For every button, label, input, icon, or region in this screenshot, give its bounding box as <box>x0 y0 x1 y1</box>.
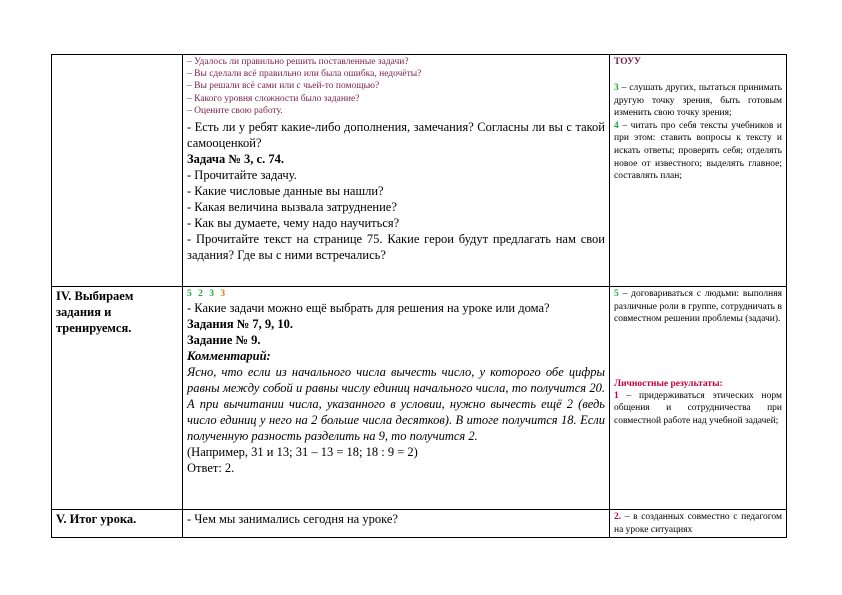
result-text: – читать про себя тексты учебников и при этом: ставить вопросы к тексту и искать ответы; проверять себя; отделять новое от известного; выделять главное; составлять план; <box>614 120 782 182</box>
results-cell <box>610 510 787 538</box>
stage-label: IV. Выбираем задания и тренируемся. <box>56 289 134 335</box>
content-line: - Какие задачи можно ещё выбрать для решения на уроке или дома? <box>187 301 550 315</box>
results-cell <box>610 287 787 510</box>
result-number: 5 <box>614 289 619 299</box>
result-number: 4 <box>614 120 619 131</box>
reflection-question: – Вы решали всё сами или с чьей-то помощью? <box>187 81 380 92</box>
comment-text: Ясно, что если из начального числа вычесть число, у которого обе цифры равны между собой и равны числу единиц начального числа, то получится 20. А при вычитании числа, указанного в условии, нужно вычесть ещё 2 (ведь число единиц у него на 2 больше числа десятков). В итоге получится 18. Если полученную разность разделить на 9, то получится 2. <box>187 365 605 443</box>
content-line: - Как вы думаете, чему надо научиться? <box>187 216 400 231</box>
marker: 2 <box>198 289 205 299</box>
result-number: 2. <box>614 512 622 522</box>
result-item <box>614 288 782 326</box>
reflection-question: – Оцените свою работу. <box>187 105 283 116</box>
result-number: 1 <box>614 390 619 401</box>
marker: 5 <box>187 289 194 299</box>
result-text: – слушать других, пытаться принимать другую точку зрения, быть готовым изменить свою точку зрения; <box>614 83 782 119</box>
stage-cell <box>52 510 183 538</box>
result-text: – договариваться с людьми: выполняя различные роли в группе, сотрудничать в совместном решении проблемы (задачи). <box>614 289 782 325</box>
table-row <box>52 287 787 510</box>
result-item <box>614 390 782 428</box>
lesson-table <box>51 54 787 538</box>
task-heading: Задания № 7, 9, 10. <box>187 317 294 331</box>
content-line: - Есть ли у ребят какие-либо дополнения, замечания? Согласны ли вы с такой самооценкой? <box>187 120 605 151</box>
result-text: – в созданных совместно с педагогом на уроке ситуациях <box>614 512 782 535</box>
content-line: - Прочитайте текст на странице 75. Какие герои будут предлагать нам свои задания? Где вы с ними встречались? <box>187 232 605 263</box>
result-item <box>614 511 782 536</box>
answer-line: Ответ: 2. <box>187 461 235 475</box>
result-item <box>614 120 782 183</box>
marker: 3 <box>220 289 228 299</box>
reflection-question: – Вы сделали всё правильно или была ошибка, недочёты? <box>187 69 422 80</box>
content-cell <box>183 55 610 287</box>
content-line: - Какие числовые данные вы нашли? <box>187 184 384 199</box>
stage-cell <box>52 287 183 510</box>
result-number: 3 <box>614 83 619 93</box>
spacer <box>614 326 782 378</box>
result-text: – придерживаться этических норм общения и сотрудничества при совместной работе над учебной задачей; <box>614 390 782 426</box>
table-row <box>52 55 787 287</box>
content-cell <box>183 510 610 538</box>
task-heading: Задание № 9. <box>187 333 261 347</box>
stage-cell <box>52 55 183 287</box>
level-markers <box>187 288 605 300</box>
content-line: - Чем мы занимались сегодня на уроке? <box>187 512 398 526</box>
personal-results-title: Личностные результаты: <box>614 378 723 389</box>
table-row <box>52 510 787 538</box>
results-title: ТОУУ <box>614 57 642 67</box>
marker: 3 <box>209 289 216 299</box>
reflection-question: – Удалось ли правильно решить поставленные задачи? <box>187 57 409 67</box>
stage-label: V. Итог урока. <box>56 512 137 526</box>
reflection-question: – Какого уровня сложности было задание? <box>187 93 360 104</box>
results-cell <box>610 55 787 287</box>
result-item <box>614 82 782 120</box>
content-cell <box>183 287 610 510</box>
content-line: - Прочитайте задачу. <box>187 168 297 183</box>
content-line: - Какая величина вызвала затруднение? <box>187 200 397 215</box>
example-line: (Например, 31 и 13; 31 – 13 = 18; 18 : 9 = 2) <box>187 445 418 459</box>
comment-label: Комментарий: <box>187 349 271 363</box>
task-heading: Задача № 3, с. 74. <box>187 152 284 167</box>
